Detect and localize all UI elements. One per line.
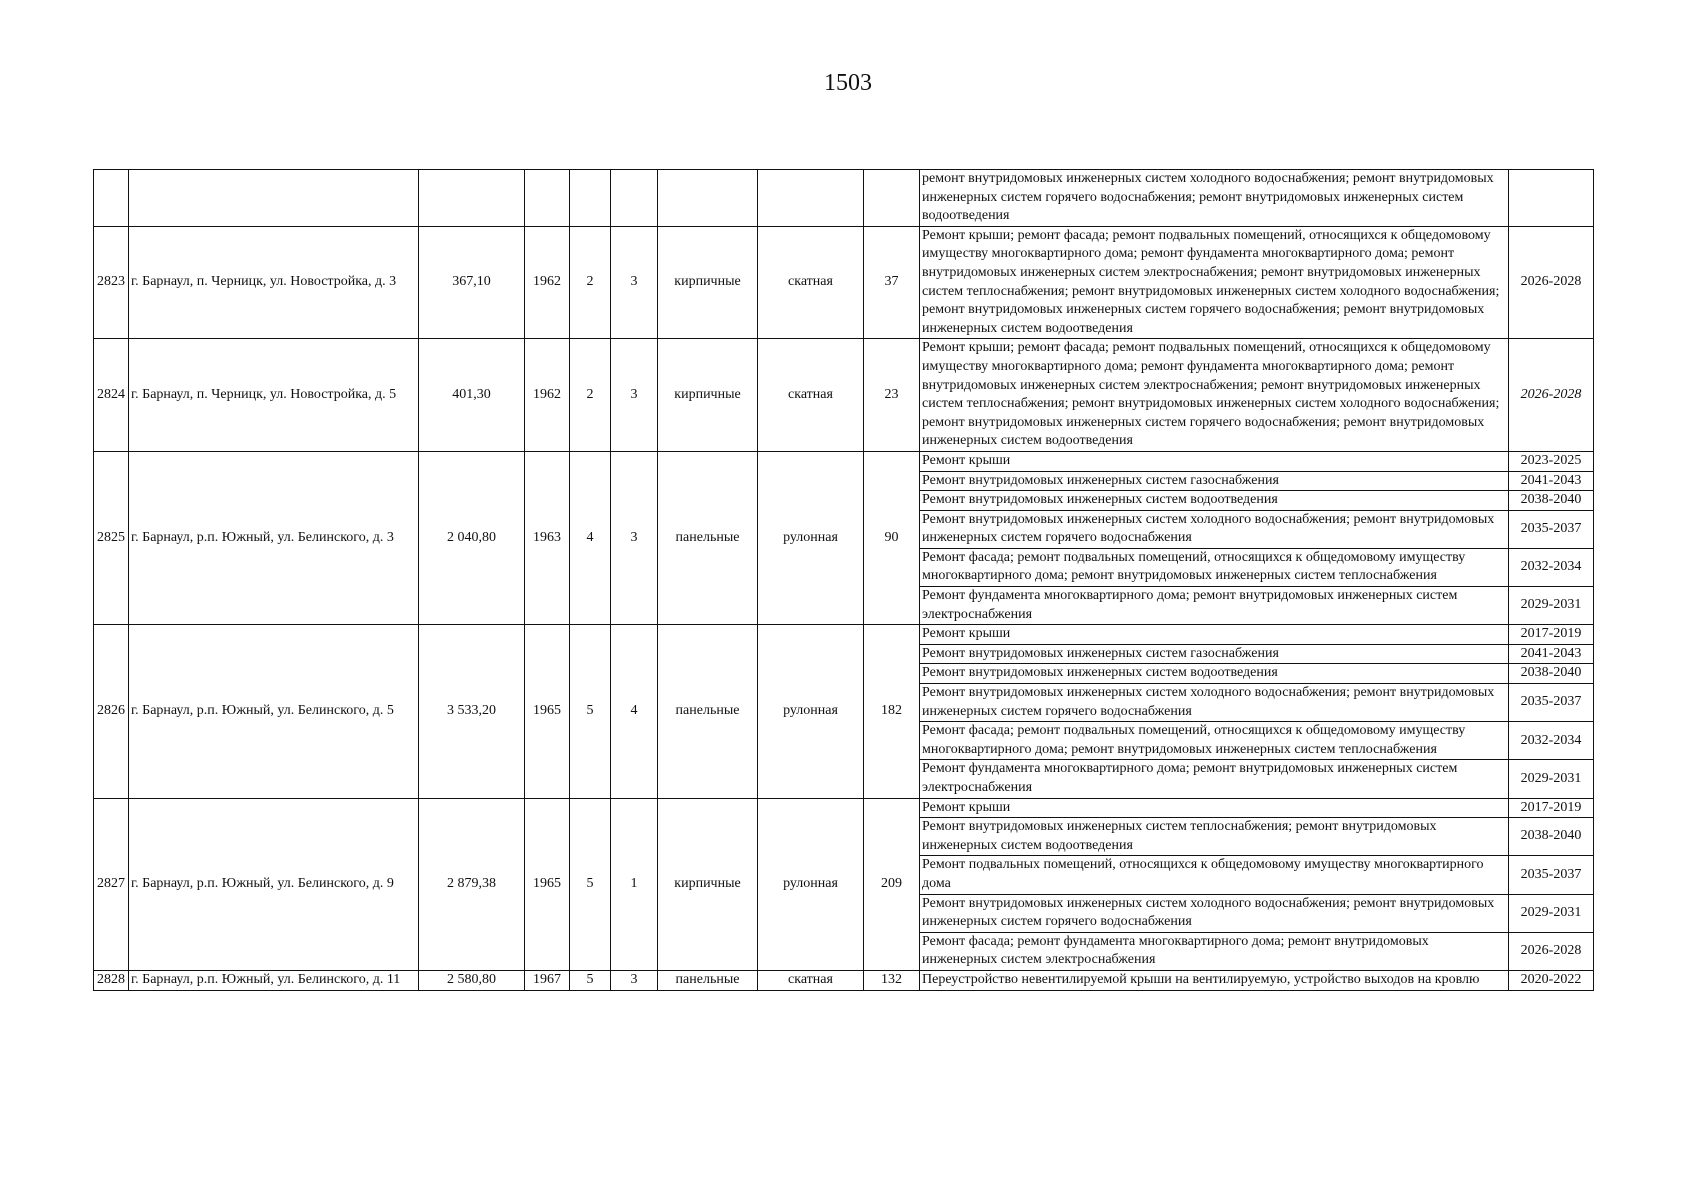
table-row xyxy=(94,226,1594,339)
work-description: Ремонт фасада; ремонт фундамента многоквартирного дома; ремонт внутридомовых инженерных систем электроснабжения xyxy=(920,932,1509,970)
building-entrances: 3 xyxy=(611,970,658,990)
work-period: 2041-2043 xyxy=(1509,471,1594,491)
table-row xyxy=(94,625,1594,645)
work-period: 2032-2034 xyxy=(1509,548,1594,586)
building-address: г. Барнаул, п. Черницк, ул. Новостройка, д. 5 xyxy=(129,339,419,452)
work-description: ремонт внутридомовых инженерных систем холодного водоснабжения; ремонт внутридомовых инженерных систем горячего водоснабжения; ремонт внутридомовых инженерных систем водоотведения xyxy=(920,170,1509,227)
work-period: 2041-2043 xyxy=(1509,644,1594,664)
building-entrances: 3 xyxy=(611,451,658,624)
building-id: 2824 xyxy=(94,339,129,452)
building-entrances xyxy=(611,170,658,227)
work-description: Ремонт крыши xyxy=(920,625,1509,645)
work-description: Ремонт подвальных помещений, относящихся к общедомовому имуществу многоквартирного дома xyxy=(920,856,1509,894)
building-id: 2828 xyxy=(94,970,129,990)
building-floors: 5 xyxy=(570,798,611,970)
work-period: 2035-2037 xyxy=(1509,510,1594,548)
work-period: 2026-2028 xyxy=(1509,932,1594,970)
building-walls: кирпичные xyxy=(658,339,758,452)
building-address: г. Барнаул, р.п. Южный, ул. Белинского, д. 5 xyxy=(129,625,419,798)
work-period: 2026-2028 xyxy=(1509,226,1594,339)
building-walls: кирпичные xyxy=(658,226,758,339)
work-description: Ремонт фундамента многоквартирного дома; ремонт внутридомовых инженерных систем электроснабжения xyxy=(920,587,1509,625)
work-period: 2029-2031 xyxy=(1509,587,1594,625)
building-walls: панельные xyxy=(658,451,758,624)
work-description: Ремонт крыши xyxy=(920,798,1509,818)
table-row xyxy=(94,970,1594,990)
building-roof: скатная xyxy=(758,226,864,339)
building-walls: панельные xyxy=(658,970,758,990)
building-floors: 2 xyxy=(570,226,611,339)
building-address xyxy=(129,170,419,227)
building-roof: рулонная xyxy=(758,798,864,970)
building-area: 367,10 xyxy=(419,226,525,339)
work-description: Ремонт внутридомовых инженерных систем холодного водоснабжения; ремонт внутридомовых инженерных систем горячего водоснабжения xyxy=(920,510,1509,548)
building-roof: скатная xyxy=(758,339,864,452)
building-roof xyxy=(758,170,864,227)
building-entrances: 3 xyxy=(611,339,658,452)
building-residents: 90 xyxy=(864,451,920,624)
work-description: Ремонт внутридомовых инженерных систем холодного водоснабжения; ремонт внутридомовых инженерных систем горячего водоснабжения xyxy=(920,684,1509,722)
building-address: г. Барнаул, р.п. Южный, ул. Белинского, д. 11 xyxy=(129,970,419,990)
building-floors: 5 xyxy=(570,970,611,990)
work-description: Ремонт внутридомовых инженерных систем теплоснабжения; ремонт внутридомовых инженерных систем водоотведения xyxy=(920,818,1509,856)
building-year: 1967 xyxy=(525,970,570,990)
building-entrances: 4 xyxy=(611,625,658,798)
work-period: 2029-2031 xyxy=(1509,894,1594,932)
building-area: 3 533,20 xyxy=(419,625,525,798)
building-id: 2823 xyxy=(94,226,129,339)
work-period: 2029-2031 xyxy=(1509,760,1594,798)
building-id: 2826 xyxy=(94,625,129,798)
building-area: 401,30 xyxy=(419,339,525,452)
building-floors: 5 xyxy=(570,625,611,798)
building-entrances: 1 xyxy=(611,798,658,970)
building-floors: 2 xyxy=(570,339,611,452)
work-description: Ремонт крыши; ремонт фасада; ремонт подвальных помещений, относящихся к общедомовому имуществу многоквартирного дома; ремонт фундамента многоквартирного дома; ремонт внутридомовых инженерных систем электроснабжения; ремонт внутридомовых инженерных систем теплоснабжения; ремонт внутридомовых инженерных систем холодного водоснабжения; ремонт внутридомовых инженерных систем горячего водоснабжения; ремонт внутридомовых инженерных систем водоотведения xyxy=(920,339,1509,452)
table-row xyxy=(94,170,1594,227)
building-year xyxy=(525,170,570,227)
work-period: 2035-2037 xyxy=(1509,684,1594,722)
building-year: 1965 xyxy=(525,625,570,798)
page-number: 1503 xyxy=(824,70,872,96)
building-walls: панельные xyxy=(658,625,758,798)
building-address: г. Барнаул, р.п. Южный, ул. Белинского, д. 9 xyxy=(129,798,419,970)
work-description: Ремонт внутридомовых инженерных систем водоотведения xyxy=(920,491,1509,511)
building-id: 2825 xyxy=(94,451,129,624)
building-residents: 23 xyxy=(864,339,920,452)
work-period: 2017-2019 xyxy=(1509,625,1594,645)
building-residents: 132 xyxy=(864,970,920,990)
work-period: 2017-2019 xyxy=(1509,798,1594,818)
building-floors: 4 xyxy=(570,451,611,624)
table-row xyxy=(94,451,1594,471)
work-period: 2023-2025 xyxy=(1509,451,1594,471)
building-year: 1963 xyxy=(525,451,570,624)
building-year: 1962 xyxy=(525,226,570,339)
work-description: Переустройство невентилируемой крыши на вентилируемую, устройство выходов на кровлю xyxy=(920,970,1509,990)
building-address: г. Барнаул, р.п. Южный, ул. Белинского, д. 3 xyxy=(129,451,419,624)
building-residents xyxy=(864,170,920,227)
building-roof: рулонная xyxy=(758,625,864,798)
building-entrances: 3 xyxy=(611,226,658,339)
building-residents: 37 xyxy=(864,226,920,339)
building-walls: кирпичные xyxy=(658,798,758,970)
building-roof: скатная xyxy=(758,970,864,990)
building-area: 2 040,80 xyxy=(419,451,525,624)
work-period: 2038-2040 xyxy=(1509,664,1594,684)
capital-repair-table xyxy=(93,169,1594,991)
building-residents: 209 xyxy=(864,798,920,970)
building-walls xyxy=(658,170,758,227)
work-period: 2032-2034 xyxy=(1509,722,1594,760)
work-period xyxy=(1509,170,1594,227)
table-row xyxy=(94,339,1594,452)
table-row xyxy=(94,798,1594,818)
work-period: 2035-2037 xyxy=(1509,856,1594,894)
building-id: 2827 xyxy=(94,798,129,970)
work-description: Ремонт фундамента многоквартирного дома; ремонт внутридомовых инженерных систем электроснабжения xyxy=(920,760,1509,798)
building-area: 2 580,80 xyxy=(419,970,525,990)
building-year: 1962 xyxy=(525,339,570,452)
work-description: Ремонт крыши xyxy=(920,451,1509,471)
building-year: 1965 xyxy=(525,798,570,970)
work-description: Ремонт фасада; ремонт подвальных помещений, относящихся к общедомовому имуществу многоквартирного дома; ремонт внутридомовых инженерных систем теплоснабжения xyxy=(920,722,1509,760)
work-description: Ремонт внутридомовых инженерных систем холодного водоснабжения; ремонт внутридомовых инженерных систем горячего водоснабжения xyxy=(920,894,1509,932)
building-address: г. Барнаул, п. Черницк, ул. Новостройка, д. 3 xyxy=(129,226,419,339)
work-description: Ремонт внутридомовых инженерных систем водоотведения xyxy=(920,664,1509,684)
building-residents: 182 xyxy=(864,625,920,798)
work-description: Ремонт фасада; ремонт подвальных помещений, относящихся к общедомовому имуществу многоквартирного дома; ремонт внутридомовых инженерных систем теплоснабжения xyxy=(920,548,1509,586)
work-description: Ремонт внутридомовых инженерных систем газоснабжения xyxy=(920,644,1509,664)
work-period: 2020-2022 xyxy=(1509,970,1594,990)
building-id xyxy=(94,170,129,227)
work-period: 2038-2040 xyxy=(1509,818,1594,856)
building-area: 2 879,38 xyxy=(419,798,525,970)
building-area xyxy=(419,170,525,227)
building-roof: рулонная xyxy=(758,451,864,624)
work-period: 2038-2040 xyxy=(1509,491,1594,511)
work-period: 2026-2028 xyxy=(1509,339,1594,452)
building-floors xyxy=(570,170,611,227)
work-description: Ремонт крыши; ремонт фасада; ремонт подвальных помещений, относящихся к общедомовому имуществу многоквартирного дома; ремонт фундамента многоквартирного дома; ремонт внутридомовых инженерных систем электроснабжения; ремонт внутридомовых инженерных систем теплоснабжения; ремонт внутридомовых инженерных систем холодного водоснабжения; ремонт внутридомовых инженерных систем горячего водоснабжения; ремонт внутридомовых инженерных систем водоотведения xyxy=(920,226,1509,339)
work-description: Ремонт внутридомовых инженерных систем газоснабжения xyxy=(920,471,1509,491)
